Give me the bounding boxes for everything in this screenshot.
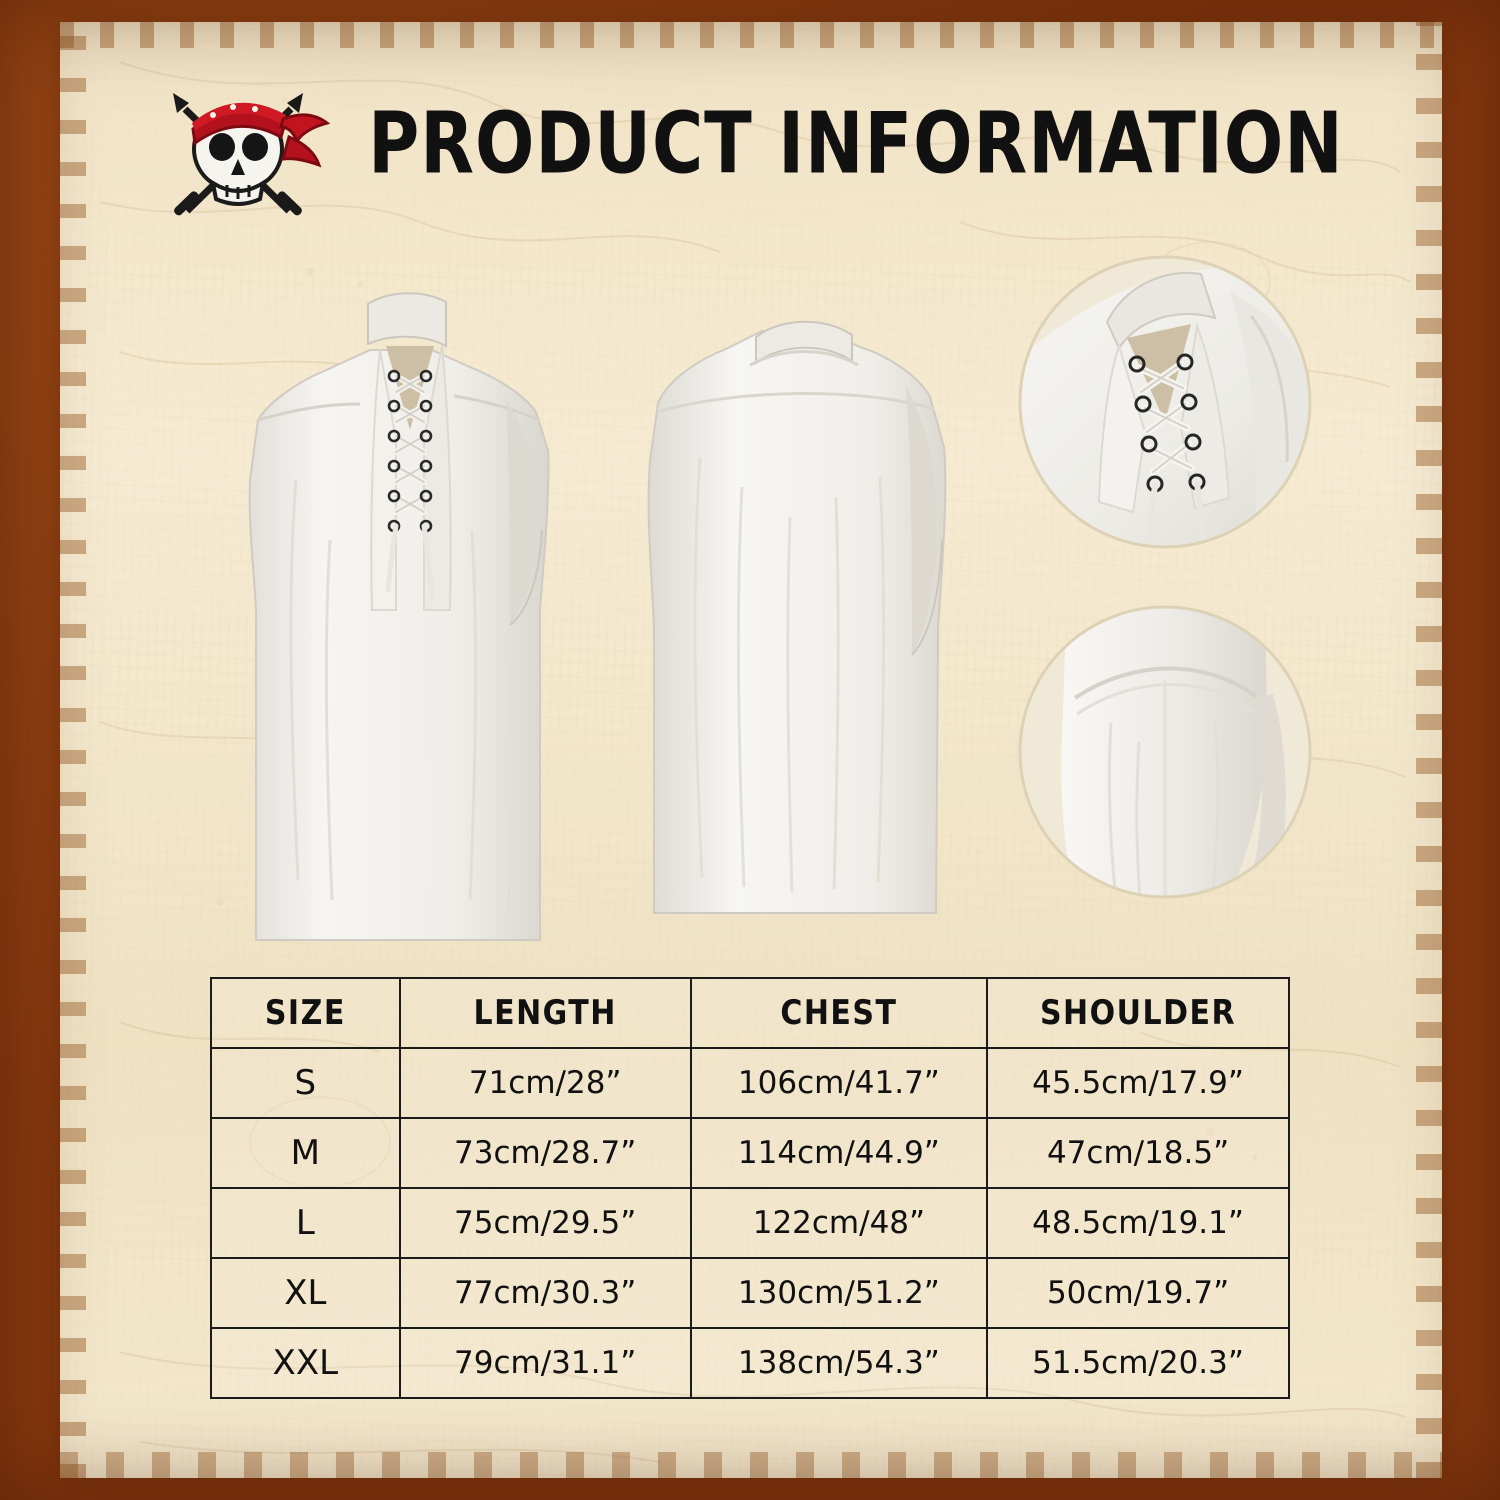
cell-shoulder: 48.5cm/19.1” (987, 1188, 1289, 1258)
table-row (211, 1188, 1289, 1258)
table-row (211, 1258, 1289, 1328)
table-row (211, 1048, 1289, 1118)
column-header-shoulder: SHOULDER (987, 974, 1289, 1052)
pirate-skull-crossed-swords-icon (143, 63, 333, 223)
cell-length: 73cm/28.7” (400, 1118, 691, 1188)
parchment-panel (60, 22, 1442, 1478)
product-photo-back-view (630, 277, 980, 937)
cell-size: S (211, 1048, 400, 1118)
size-chart-table (210, 977, 1290, 1399)
cell-shoulder: 51.5cm/20.3” (987, 1328, 1289, 1398)
cell-chest: 114cm/44.9” (691, 1118, 987, 1188)
cell-shoulder: 45.5cm/17.9” (987, 1048, 1289, 1118)
cell-length: 77cm/30.3” (400, 1258, 691, 1328)
cell-shoulder: 47cm/18.5” (987, 1118, 1289, 1188)
parchment-edge-top (60, 22, 1442, 48)
cell-chest: 130cm/51.2” (691, 1258, 987, 1328)
column-header-length: LENGTH (400, 974, 691, 1052)
parchment-edge-bottom (60, 1452, 1442, 1478)
cell-chest: 122cm/48” (691, 1188, 987, 1258)
product-photo-collar-detail (1015, 252, 1315, 552)
size-chart (210, 977, 1290, 1399)
cell-chest: 138cm/54.3” (691, 1328, 987, 1398)
column-header-chest: CHEST (691, 974, 987, 1052)
table-header-row (211, 978, 1289, 1048)
header (60, 58, 1442, 228)
cell-length: 79cm/31.1” (400, 1328, 691, 1398)
cell-length: 71cm/28” (400, 1048, 691, 1118)
table-row (211, 1328, 1289, 1398)
product-photo-gallery (60, 252, 1442, 982)
table-row (211, 1118, 1289, 1188)
cell-size: XXL (211, 1328, 400, 1398)
cell-length: 75cm/29.5” (400, 1188, 691, 1258)
page-title: PRODUCT INFORMATION (368, 93, 1344, 193)
product-photo-front-view (210, 280, 610, 960)
column-header-size: SIZE (211, 974, 400, 1052)
cell-chest: 106cm/41.7” (691, 1048, 987, 1118)
cell-size: M (211, 1118, 400, 1188)
cell-size: XL (211, 1258, 400, 1328)
product-photo-hem-detail (1015, 602, 1315, 902)
cell-shoulder: 50cm/19.7” (987, 1258, 1289, 1328)
cell-size: L (211, 1188, 400, 1258)
